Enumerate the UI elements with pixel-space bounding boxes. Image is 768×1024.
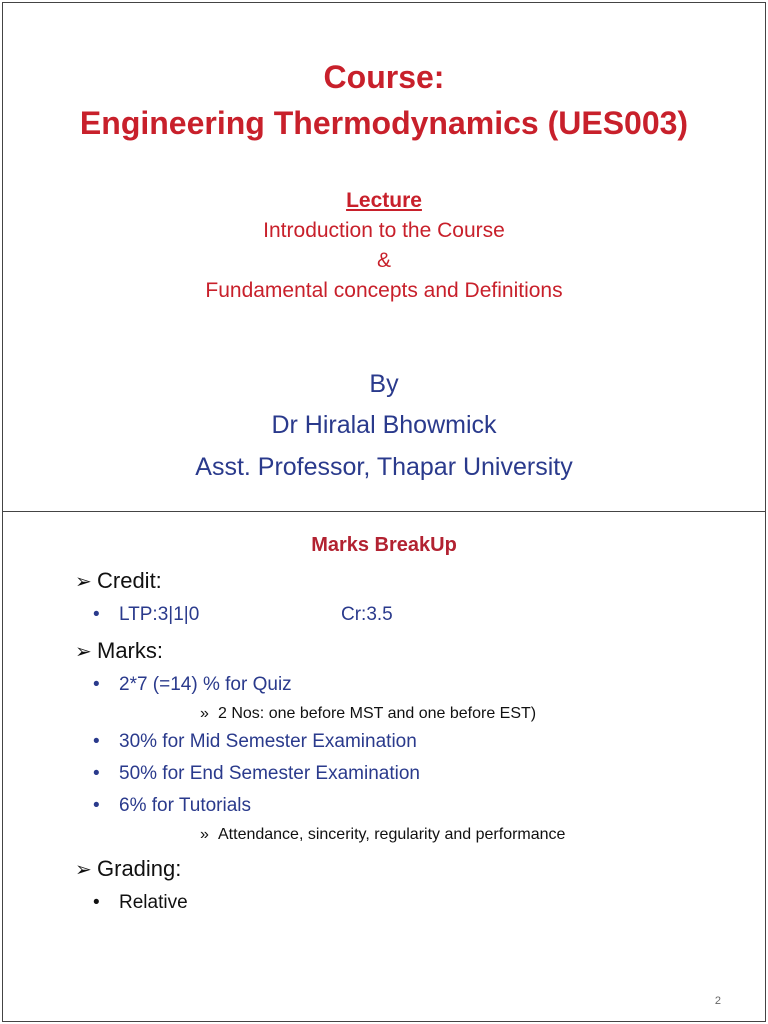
tutorials-marks: 6% for Tutorials: [119, 795, 251, 816]
mid-sem-marks: 30% for Mid Semester Examination: [119, 731, 417, 752]
quiz-marks: 2*7 (=14) % for Quiz: [119, 674, 292, 695]
lecture-label: Lecture: [346, 189, 422, 212]
credit-value: Cr:3.5: [341, 604, 393, 625]
marks-heading: Marks:: [97, 638, 163, 663]
slide-marks-breakup: [2, 511, 766, 1022]
tutorials-note-row: [200, 826, 565, 844]
slide-title: [2, 2, 766, 512]
course-label: Course:: [323, 59, 445, 95]
ltp-value: LTP:3|1|0: [119, 604, 200, 625]
bullet-dot-icon: •: [93, 763, 100, 784]
lecture-topic-line-2: Fundamental concepts and Definitions: [205, 279, 563, 302]
bullet-dot-icon: •: [93, 604, 100, 625]
end-sem-marks: 50% for End Semester Examination: [119, 763, 420, 784]
credit-heading-row: [75, 568, 162, 594]
credit-heading: Credit:: [97, 568, 162, 593]
page-number: 2: [714, 995, 721, 1007]
tutorials-note: Attendance, sincerity, regularity and performance: [218, 826, 566, 843]
lecture-ampersand: &: [376, 249, 391, 272]
credit-bullet: [93, 604, 393, 626]
arrowhead-bullet-icon: ➢: [75, 571, 92, 593]
bullet-dot-icon: •: [93, 795, 100, 816]
mid-sem-bullet: [93, 731, 417, 753]
grading-value: Relative: [119, 892, 188, 913]
marks-heading-row: [75, 638, 163, 664]
grading-heading: Grading:: [97, 856, 182, 881]
tutorials-bullet: [93, 795, 251, 817]
double-angle-icon: »: [200, 705, 209, 722]
bullet-dot-icon: •: [93, 674, 100, 695]
quiz-note: 2 Nos: one before MST and one before EST): [218, 705, 537, 722]
quiz-note-row: [200, 705, 536, 723]
quiz-bullet: [93, 674, 292, 696]
arrowhead-bullet-icon: ➢: [75, 859, 92, 881]
bullet-dot-icon: •: [93, 731, 100, 752]
lecture-topic-line-1: Introduction to the Course: [263, 219, 505, 242]
double-angle-icon: »: [200, 826, 209, 843]
slide-heading: Marks BreakUp: [311, 534, 457, 556]
bullet-dot-icon: •: [93, 892, 100, 913]
author-title: Asst. Professor, Thapar University: [195, 453, 573, 481]
end-sem-bullet: [93, 763, 420, 785]
arrowhead-bullet-icon: ➢: [75, 641, 92, 663]
course-title: Engineering Thermodynamics (UES003): [79, 105, 689, 141]
grading-heading-row: [75, 856, 181, 882]
by-label: By: [369, 370, 399, 398]
grading-bullet: [93, 892, 188, 914]
author-name: Dr Hiralal Bhowmick: [271, 411, 497, 439]
